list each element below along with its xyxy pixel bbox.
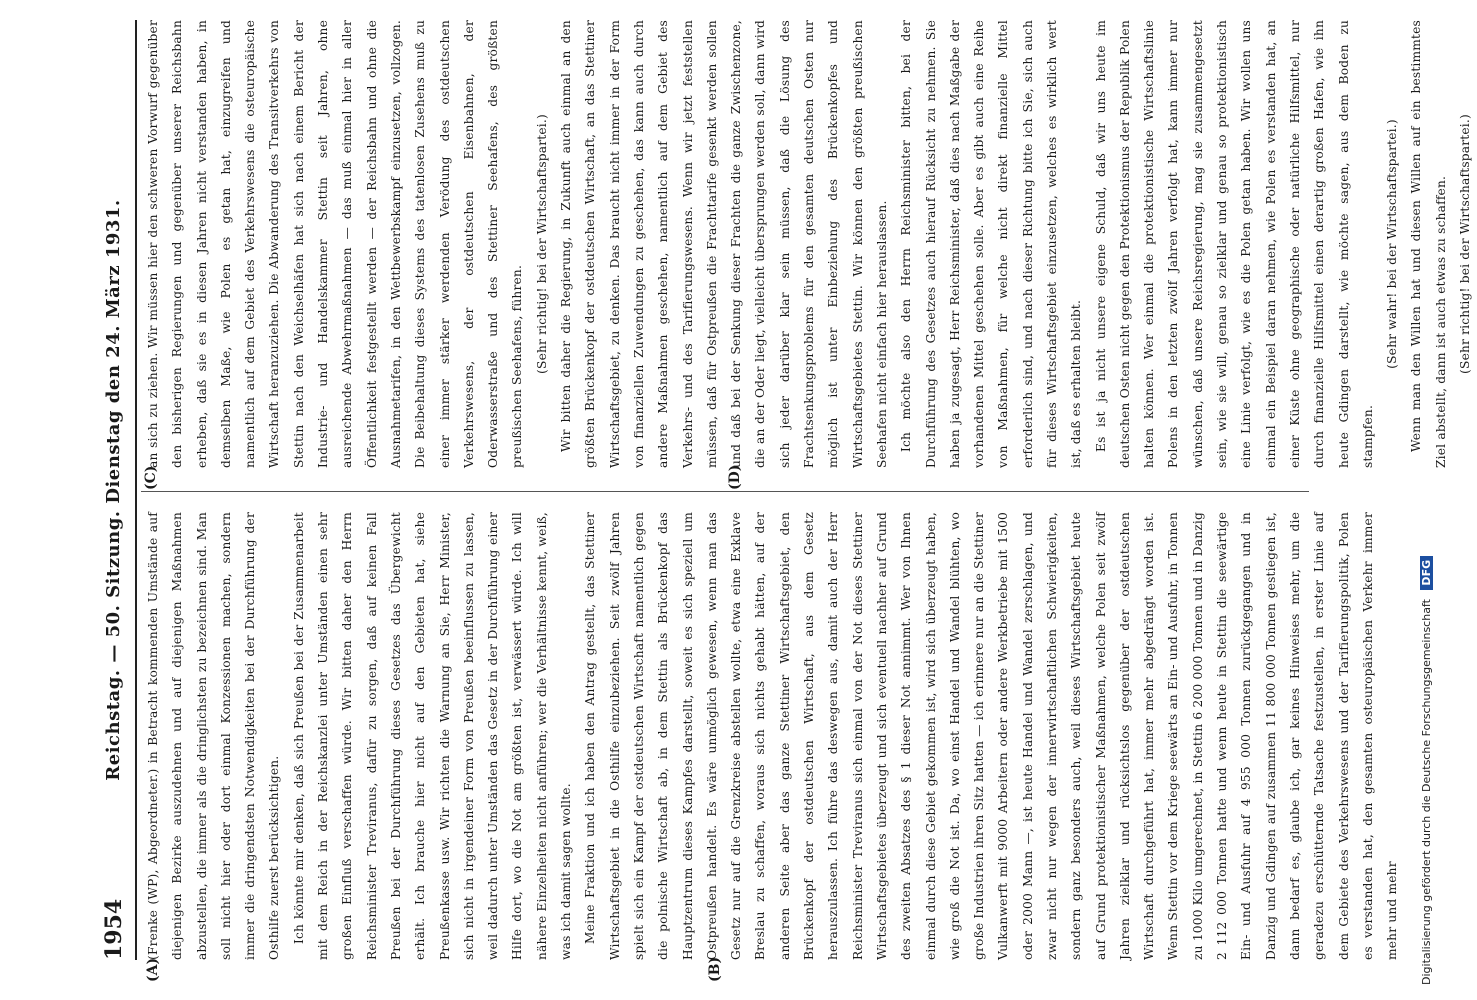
margin-label-c: (C) [143, 465, 159, 490]
paragraph: Ich könnte mir denken, daß sich Preußen bei der Zusammenarbeit mit dem Reich in der Reichskanzlei unter Umständen einen sehr großen Einfluß verschaffen würde. Wir bitten daher den Herrn Reichsminister Treviranus, dafür zu sorgen, daß auf keinen Fall Preußen bei der Durchführung dieses Gesetzes das Übergewicht erhält. Ich brauche hier nicht auf den Gebieten hat, siehe Preußenkasse usw. Wir richten die Warnung an Sie, Herr Minister, sich nicht in irgendeiner Form von Preußen beeinflussen zu lassen, weil dadurch unter Umständen das Gesetz in der Durchführung einer Hilfe dort, wo die Not am größten ist, verwässert würde. Ich will nähere Einzelheiten nicht anführen; wer die Verhältnisse kennt, weiß, was ich damit sagen wollte. [291, 512, 574, 960]
interjection: (Sehr wahr! bei der Wirtschaftspartei.) [1385, 119, 1400, 369]
right-column [141, 20, 1473, 468]
margin-label-b: (B) [707, 956, 723, 982]
paragraph: an sich zu ziehen. Wir müssen hier den schweren Vorwurf gegenüber den bisherigen Regierungen und gegenüber unserer Reichsbahn erheben, daß sie es in diesen Jahren nicht verstanden haben, in demselben Maße, wie Polen es getan hat, einzugreifen und namentlich auf dem Gebiet des Verkehrswesens die osteuropäische Wirtschaft heranzuziehen. Die Abwanderung des Transitverkehrs von Stettin nach den Weichselhäfen hat sich nach einem Bericht der Industrie- und Handelskammer Stettin seit Jahren, ohne ausreichende Abwehrmaßnahmen — das muß einmal hier in aller Öffentlichkeit festgestellt werden — der Reichsbahn und ohne die Ausnahmetarifen, in den Wettbewerbskampf einzusetzen, vollzogen. Die Beibehaltung dieses Systems des tatenlosen Zusehens muß zu einer immer stärker werdenden Verödung des ostdeutschen Verkehrswesens, der ostdeutschen Eisenbahnen, der Oderwasserstraße und des Stettiner Seehafens, des größten preußischen Seehafens, führen. [146, 20, 525, 468]
interjection: (Sehr richtig! bei der Wirtschaftspartei.) [1458, 114, 1473, 374]
paragraph: Wenn man den Willen hat und diesen Willen auf ein bestimmtes Ziel abstellt, dann ist auch etwas zu schaffen. [1409, 20, 1448, 468]
paragraph: Ich möchte also den Herrn Reichsminister bitten, bei der Durchführung des Gesetzes auch hierauf Rücksicht zu nehmen. Sie haben ja zugesagt, Herr Reichsminister, daß dies nach Maßgabe der vorhandenen Mittel geschehen solle. Aber es gibt auch eine Reihe von Maßnahmen, für welche nicht direkt finanzielle Mittel erforderlich sind, und nach dieser Richtung bitte ich Sie, sich auch für dieses Wirtschaftsgebiet einzusetzen, welches es wirklich wert ist, daß es erhalten bleibt. [899, 20, 1084, 468]
paragraph: Wir bitten daher die Regierung, in Zukunft auch einmal an den größten Brückenkopf der ostdeutschen Wirtschaft, an das Stettiner Wirtschaftsgebiet, zu denken. Das braucht nicht immer in der Form von finanziellen Zuwendungen zu geschehen, das kann auch durch andere Maßnahmen geschehen, namentlich auf dem Gebiet des Verkehrs- und des Tarifierungswesens. Wenn wir jetzt feststellen müssen, daß für Ostpreußen die Frachttarife gesenkt werden sollen und daß bei der Senkung dieser Frachten die ganze Zwischenzone, die an der Oder liegt, vielleicht übersprungen werden soll, dann wird sich jeder darüber klar sein müssen, daß die Lösung des Frachtsenkungsproblems für den gesamten deutschen Osten nur möglich ist unter Einbeziehung des Brückenkopfes und Wirtschaftsgebietes Stettin. Wir können den größten preußischen Seehafen nicht einfach hier herauslassen. [559, 20, 889, 468]
column-divider [141, 491, 1309, 492]
attribution-text: Digitalisierung gefördert durch die Deutsche Forschungsgemeinschaft [1420, 599, 1433, 985]
paragraph: (Frenke (WP), Abgeordneter.) in Betracht kommenden Umstände auf diejenigen Bezirke auszudehnen und auf diejenigen Maßnahmen abzustellen, die immer als die dringlichsten zu bezeichnen sind. Man soll nicht hier oder dort einmal Konzessionen machen, sondern immer die dringendsten Notwendigkeiten bei der Durchführung der Osthilfe zuerst berücksichtigen. [146, 512, 282, 960]
paragraph: Es ist ja nicht unsere eigene Schuld, daß wir uns heute im deutschen Osten nicht gegen den Protektionismus der Republik Polen halten können. Wer einmal die protektionistische Wirtschaftslinie Polens in den letzten zwölf Jahren verfolgt hat, kann immer nur wünschen, daß unsere Reichsregierung, mag sie zusammengesetzt sein, wie sie will, genau so zielklar und genau so protektionistisch eine Linie verfolgt, wie es die Polen getan haben. Wir wollen uns einmal ein Beispiel daran nehmen, wie Polen es verstanden hat, an einer Küste ohne geographische oder natürliche Hilfsmittel, nur durch finanzielle Hilfsmittel einen derartig großen Hafen, wie ihn heute Gdingen darstellt, wie möchte sagen, aus dem Boden zu stampfen. [1093, 20, 1375, 468]
running-title: Reichstag. — 50. Sitzung. Dienstag den 24. März 1931. [103, 199, 124, 781]
digitization-attribution [1420, 5, 1436, 985]
page-header [95, 20, 137, 960]
interjection: (Sehr richtig! bei der Wirtschaftspartei.) [534, 114, 549, 374]
dfg-logo: DFG [1420, 556, 1433, 590]
page-number: 1954 [101, 898, 127, 960]
margin-label-a: (A) [145, 957, 161, 982]
left-column [141, 512, 1400, 960]
paragraph: Meine Fraktion und ich haben den Antrag gestellt, das Stettiner Wirtschaftsgebiet in die Osthilfe einzubeziehen. Seit zwölf Jahren spielt sich ein Kampf der ostdeutschen Wirtschaft namentlich gegen die polnische Wirtschaft ab, in dem Stettin als Brückenkopf das Hauptzentrum dieses Kampfes darstellt, soweit es sich speziell um Ostpreußen handelt. Es wäre unmöglich gewesen, wenn man das Gesetz nur auf die Grenzkreise abstellen wollte, etwa eine Exklave Breslau zu schaffen, woraus sich nichts gehabt hätten, auf der anderen Seite aber das ganze Stettiner Wirtschaftsgebiet, den Brückenkopf der ostdeutschen Wirtschaft, aus dem Gesetz herauszulassen. Ich führe das deswegen aus, damit auch der Herr Reichsminister Treviranus sich einmal von der Not dieses Stettiner Wirtschaftsgebietes überzeugt und sich eventuell nachher auf Grund des zweiten Absatzes des § 1 dieser Not annimmt. Wer von Ihnen einmal durch diese Gebiet gekommen ist, wird sich überzeugt haben, wie groß die Not ist. Da, wo einst Handel und Wandel blühten, wo große Industrien ihren Sitz hatten — ich erinnere nur an die Stettiner Vulkanwerft mit 9000 Arbeitern oder andere Werkbetriebe mit 1500 oder 2000 Mann —, ist heute Handel und Wandel zerschlagen, und zwar nicht nur wegen der innerwirtschaftlichen Schwierigkeiten, sondern ganz besonders auch, weil dieses Wirtschaftsgebiet heute auf Grund protektionistischer Maßnahmen, welche Polen seit zwölf Jahren zielklar und rücksichtslos gegenüber der ostdeutschen Wirtschaft durchgeführt hat, immer mehr abgedrängt worden ist. Wenn Stettin vor dem Kriege seewärts an Ein- und Ausfuhr, in Tonnen zu 1000 Kilo umgerechnet, in Stettin 6 200 000 Tonnen und in Danzig 2 112 000 Tonnen hatte und wenn heute in Stettin die seewärtige Ein- und Ausfuhr auf 4 955 000 Tonnen zurückgegangen und in Danzig und Gdingen auf zusammen 11 800 000 Tonnen gestiegen ist, dann bedarf es, glaube ich, gar keines Hinweises mehr, um die geradezu erschütternde Tatsache festzustellen, in erster Linie auf dem Gebiete des Verkehrswesens und der Tarifierungspolitik, Polen es verstanden hat, den gesamten osteuropäischen Verkehr immer mehr und mehr [583, 512, 1400, 960]
margin-label-d: (D) [727, 464, 743, 490]
